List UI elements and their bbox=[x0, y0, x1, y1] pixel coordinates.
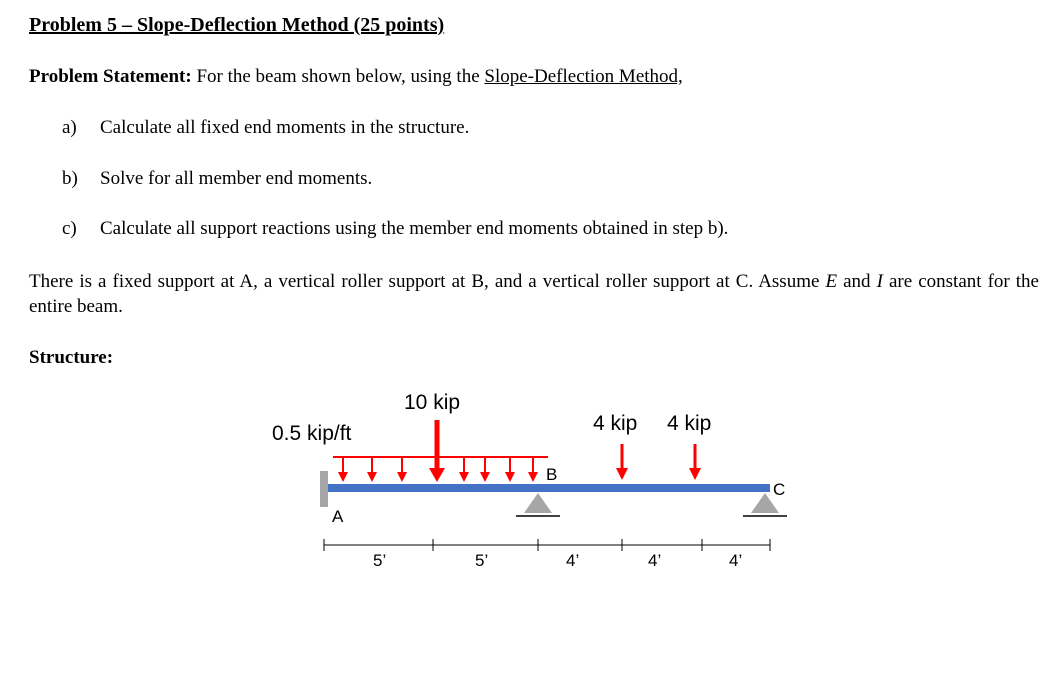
para-and: and bbox=[837, 271, 877, 292]
dim-label: 5’ bbox=[475, 551, 489, 570]
dim-label: 4’ bbox=[648, 551, 662, 570]
dim-label: 5’ bbox=[373, 551, 387, 570]
structure-label: Structure: bbox=[29, 347, 114, 368]
statement-method: Slope-Deflection Method, bbox=[484, 66, 683, 87]
point-load-4kip-label-2: 4 kip bbox=[667, 412, 712, 435]
para-text-2: are constant for the entire beam. bbox=[29, 271, 1039, 317]
fixed-support-A bbox=[320, 471, 328, 507]
point-load-10kip-label: 10 kip bbox=[404, 391, 461, 414]
point-load-4kip-arrow-2 bbox=[689, 444, 701, 480]
support-C-label: C bbox=[773, 480, 786, 499]
para-I: I bbox=[876, 271, 883, 292]
roller-support-B bbox=[516, 493, 560, 516]
item-label: b) bbox=[62, 168, 78, 189]
dim-label: 4’ bbox=[729, 551, 743, 570]
item-label: a) bbox=[62, 117, 77, 138]
support-A-label: A bbox=[332, 507, 344, 526]
beam bbox=[328, 484, 770, 492]
point-load-4kip-arrow-1 bbox=[616, 444, 628, 480]
dimension-line bbox=[324, 539, 770, 551]
item-text: Solve for all member end moments. bbox=[100, 168, 373, 189]
dim-label: 4’ bbox=[566, 551, 580, 570]
problem-title: Problem 5 – Slope-Deflection Method (25 points) bbox=[29, 14, 445, 36]
point-load-4kip-label-1: 4 kip bbox=[593, 412, 638, 435]
statement-label: Problem Statement: bbox=[29, 66, 192, 87]
item-text: Calculate all fixed end moments in the structure. bbox=[100, 117, 470, 138]
item-text: Calculate all support reactions using the member end moments obtained in step b). bbox=[100, 218, 729, 239]
point-load-10kip-arrow bbox=[429, 420, 445, 482]
dist-load-label: 0.5 kip/ft bbox=[272, 422, 352, 445]
item-label: c) bbox=[62, 218, 77, 239]
support-B-label: B bbox=[546, 465, 558, 484]
statement-text: For the beam shown below, using the bbox=[191, 66, 485, 87]
para-E: E bbox=[825, 271, 838, 292]
para-text-1: There is a fixed support at A, a vertical roller support at B, and a vertical roller support at C. Assume bbox=[29, 271, 826, 292]
